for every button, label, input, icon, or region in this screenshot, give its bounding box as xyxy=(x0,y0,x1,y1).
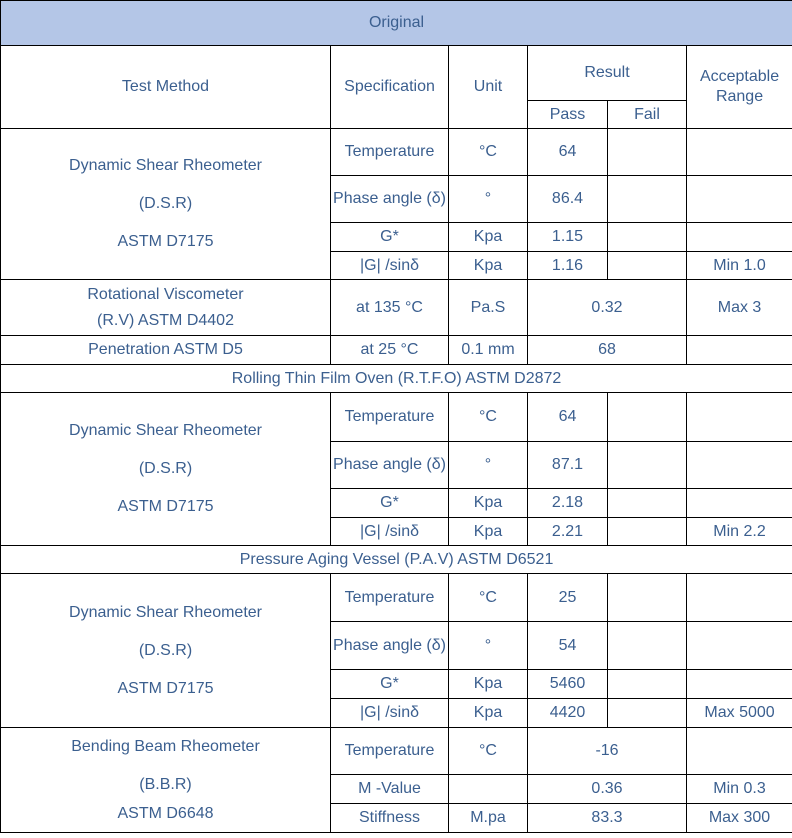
spec-cell: Temperature xyxy=(331,574,449,622)
range-cell: Max 300 xyxy=(687,804,792,833)
fail-cell xyxy=(608,489,687,518)
table-row xyxy=(1,336,792,365)
pass-cell: 1.16 xyxy=(528,252,608,280)
table-row xyxy=(1,574,792,622)
spec-cell: Phase angle (δ) xyxy=(331,622,449,670)
range-cell xyxy=(687,176,792,223)
unit-cell: Kpa xyxy=(449,223,528,252)
spec-cell: Phase angle (δ) xyxy=(331,442,449,489)
header-unit: Unit xyxy=(449,46,528,129)
unit-cell: Kpa xyxy=(449,670,528,699)
fail-cell xyxy=(608,442,687,489)
result-cell: 83.3 xyxy=(528,804,687,833)
range-cell: Max 5000 xyxy=(687,699,792,728)
fail-cell xyxy=(608,574,687,622)
range-cell: Min 2.2 xyxy=(687,518,792,546)
spec-cell: M -Value xyxy=(331,775,449,804)
range-cell xyxy=(687,574,792,622)
fail-cell xyxy=(608,252,687,280)
unit-cell: Kpa xyxy=(449,489,528,518)
section-header-pav xyxy=(1,546,792,574)
fail-cell xyxy=(608,518,687,546)
unit-cell: ° xyxy=(449,176,528,223)
spec-cell: G* xyxy=(331,670,449,699)
method-penetration: Penetration ASTM D5 xyxy=(1,336,331,365)
header-acceptable-range: Acceptable Range xyxy=(687,46,792,129)
method-rv: Rotational Viscometer (R.V) ASTM D4402 xyxy=(1,280,331,336)
spec-cell: Stiffness xyxy=(331,804,449,833)
fail-cell xyxy=(608,176,687,223)
unit-cell: °C xyxy=(449,393,528,442)
unit-cell: M.pa xyxy=(449,804,528,833)
fail-cell xyxy=(608,699,687,728)
section-title: Pressure Aging Vessel (P.A.V) ASTM D6521 xyxy=(1,546,792,574)
method-dsr-pav: Dynamic Shear Rheometer (D.S.R) ASTM D7175 xyxy=(1,574,331,728)
unit-cell: ° xyxy=(449,442,528,489)
table-title: Original xyxy=(1,1,792,46)
pass-cell: 5460 xyxy=(528,670,608,699)
pass-cell: 4420 xyxy=(528,699,608,728)
fail-cell xyxy=(608,223,687,252)
pass-cell: 2.18 xyxy=(528,489,608,518)
title-row xyxy=(1,1,792,46)
range-cell xyxy=(687,223,792,252)
pass-cell: 87.1 xyxy=(528,442,608,489)
spec-cell: Phase angle (δ) xyxy=(331,176,449,223)
unit-cell xyxy=(449,775,528,804)
spec-cell: at 25 °C xyxy=(331,336,449,365)
result-cell: 68 xyxy=(528,336,687,365)
range-cell: Min 1.0 xyxy=(687,252,792,280)
result-cell: 0.32 xyxy=(528,280,687,336)
unit-cell: 0.1 mm xyxy=(449,336,528,365)
table-row xyxy=(1,129,792,176)
method-dsr-original: Dynamic Shear Rheometer (D.S.R) ASTM D7175 xyxy=(1,129,331,280)
pass-cell: 1.15 xyxy=(528,223,608,252)
section-header-rtfo xyxy=(1,365,792,393)
range-cell xyxy=(687,489,792,518)
range-cell xyxy=(687,336,792,365)
spec-cell: |G| /sinδ xyxy=(331,252,449,280)
range-cell xyxy=(687,393,792,442)
pass-cell: 86.4 xyxy=(528,176,608,223)
result-cell: 0.36 xyxy=(528,775,687,804)
spec-cell: |G| /sinδ xyxy=(331,699,449,728)
unit-cell: ° xyxy=(449,622,528,670)
unit-cell: °C xyxy=(449,728,528,775)
range-cell xyxy=(687,129,792,176)
header-pass: Pass xyxy=(528,101,608,129)
spec-cell: Temperature xyxy=(331,728,449,775)
unit-cell: Kpa xyxy=(449,699,528,728)
table-row xyxy=(1,393,792,442)
header-specification: Specification xyxy=(331,46,449,129)
section-title: Rolling Thin Film Oven (R.T.F.O) ASTM D2872 xyxy=(1,365,792,393)
table-row xyxy=(1,280,792,336)
range-cell xyxy=(687,622,792,670)
range-cell xyxy=(687,670,792,699)
unit-cell: °C xyxy=(449,574,528,622)
result-cell: -16 xyxy=(528,728,687,775)
range-cell: Min 0.3 xyxy=(687,775,792,804)
spec-cell: G* xyxy=(331,489,449,518)
table-row xyxy=(1,728,792,775)
spec-cell: Temperature xyxy=(331,393,449,442)
range-cell xyxy=(687,442,792,489)
fail-cell xyxy=(608,393,687,442)
method-dsr-rtfo: Dynamic Shear Rheometer (D.S.R) ASTM D7175 xyxy=(1,393,331,546)
range-cell: Max 3 xyxy=(687,280,792,336)
spec-cell: |G| /sinδ xyxy=(331,518,449,546)
header-result: Result xyxy=(528,46,687,101)
method-bbr: Bending Beam Rheometer (B.B.R) ASTM D6648 xyxy=(1,728,331,833)
header-test-method: Test Method xyxy=(1,46,331,129)
header-fail: Fail xyxy=(608,101,687,129)
fail-cell xyxy=(608,622,687,670)
unit-cell: Kpa xyxy=(449,518,528,546)
fail-cell xyxy=(608,129,687,176)
pass-cell: 25 xyxy=(528,574,608,622)
spec-cell: Temperature xyxy=(331,129,449,176)
spec-cell: G* xyxy=(331,223,449,252)
range-cell xyxy=(687,728,792,775)
pass-cell: 64 xyxy=(528,129,608,176)
unit-cell: Kpa xyxy=(449,252,528,280)
spec-cell: at 135 °C xyxy=(331,280,449,336)
unit-cell: °C xyxy=(449,129,528,176)
unit-cell: Pa.S xyxy=(449,280,528,336)
pass-cell: 54 xyxy=(528,622,608,670)
header-row xyxy=(1,46,792,101)
pass-cell: 2.21 xyxy=(528,518,608,546)
fail-cell xyxy=(608,670,687,699)
pass-cell: 64 xyxy=(528,393,608,442)
